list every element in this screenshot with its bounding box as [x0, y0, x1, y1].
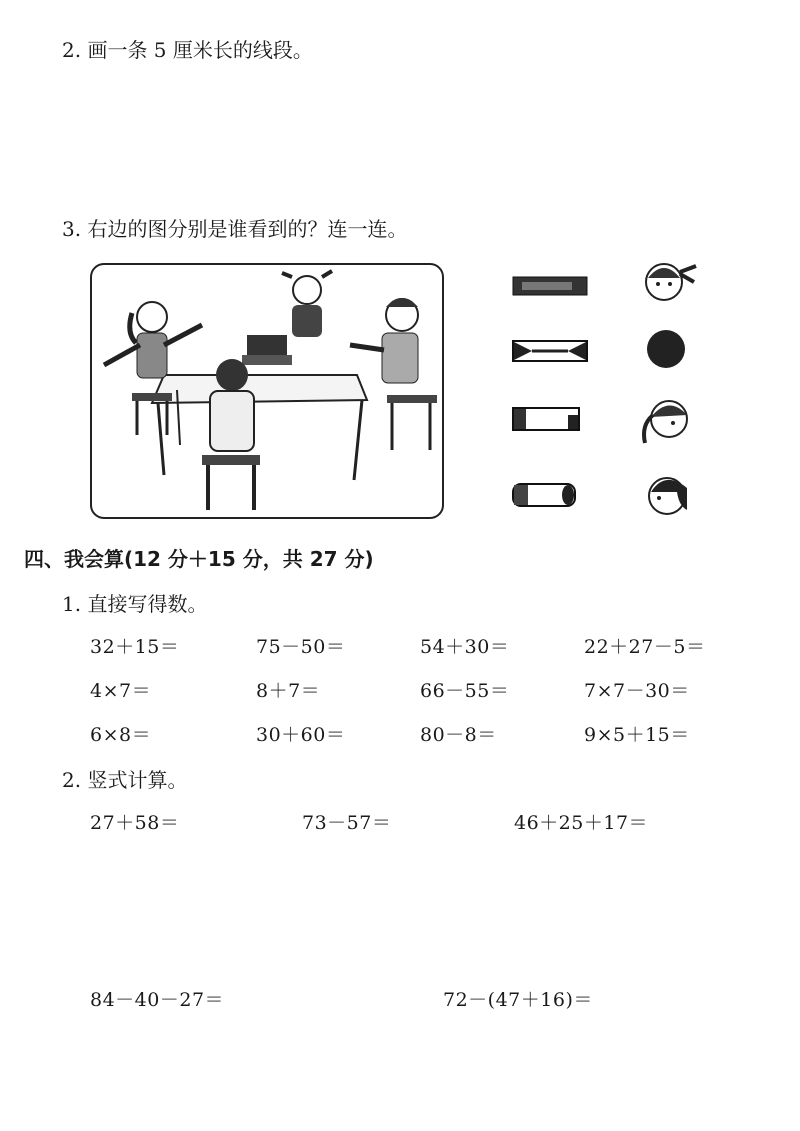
- vertical-calc-item: 84－40－27＝: [90, 989, 225, 1011]
- book-side-view-icon: [512, 276, 588, 300]
- part2-title: 2. 竖式计算。: [62, 768, 188, 792]
- calc-item: 75－50＝: [256, 636, 346, 658]
- calc-item: 8＋7＝: [256, 680, 321, 702]
- girl-side-face-icon: [635, 397, 695, 449]
- boy-side-face-icon: [645, 472, 693, 524]
- vertical-calc-item: 72－(47＋16)＝: [443, 989, 593, 1011]
- question-3: 3. 右边的图分别是谁看到的？连一连。: [62, 217, 408, 241]
- calc-item: 7×7－30＝: [584, 680, 690, 702]
- calc-item: 4×7＝: [90, 680, 152, 702]
- question-2: 2. 画一条 5 厘米长的线段。: [62, 38, 313, 62]
- book-view-icon: [512, 340, 588, 366]
- part1-title: 1. 直接写得数。: [62, 592, 208, 616]
- section-title: 四、我会算(12 分＋15 分，共 27 分): [24, 547, 374, 571]
- calc-item: 66－55＝: [420, 680, 510, 702]
- calc-item: 9×5＋15＝: [584, 724, 690, 746]
- calc-item: 22＋27－5＝: [584, 636, 706, 658]
- boy-back-head-icon: [642, 327, 690, 375]
- calc-item: 54＋30＝: [420, 636, 510, 658]
- book-view-icon: [512, 407, 580, 435]
- vertical-calc-item: 46＋25＋17＝: [514, 812, 649, 834]
- calc-item: 32＋15＝: [90, 636, 180, 658]
- calc-item: 80－8＝: [420, 724, 497, 746]
- vertical-calc-item: 73－57＝: [302, 812, 392, 834]
- book-view-icon: [512, 483, 576, 511]
- girl-front-face-icon: [642, 260, 700, 308]
- vertical-calc-item: 27＋58＝: [90, 812, 180, 834]
- calc-item: 6×8＝: [90, 724, 152, 746]
- children-around-table-illustration: [90, 263, 444, 519]
- calc-item: 30＋60＝: [256, 724, 346, 746]
